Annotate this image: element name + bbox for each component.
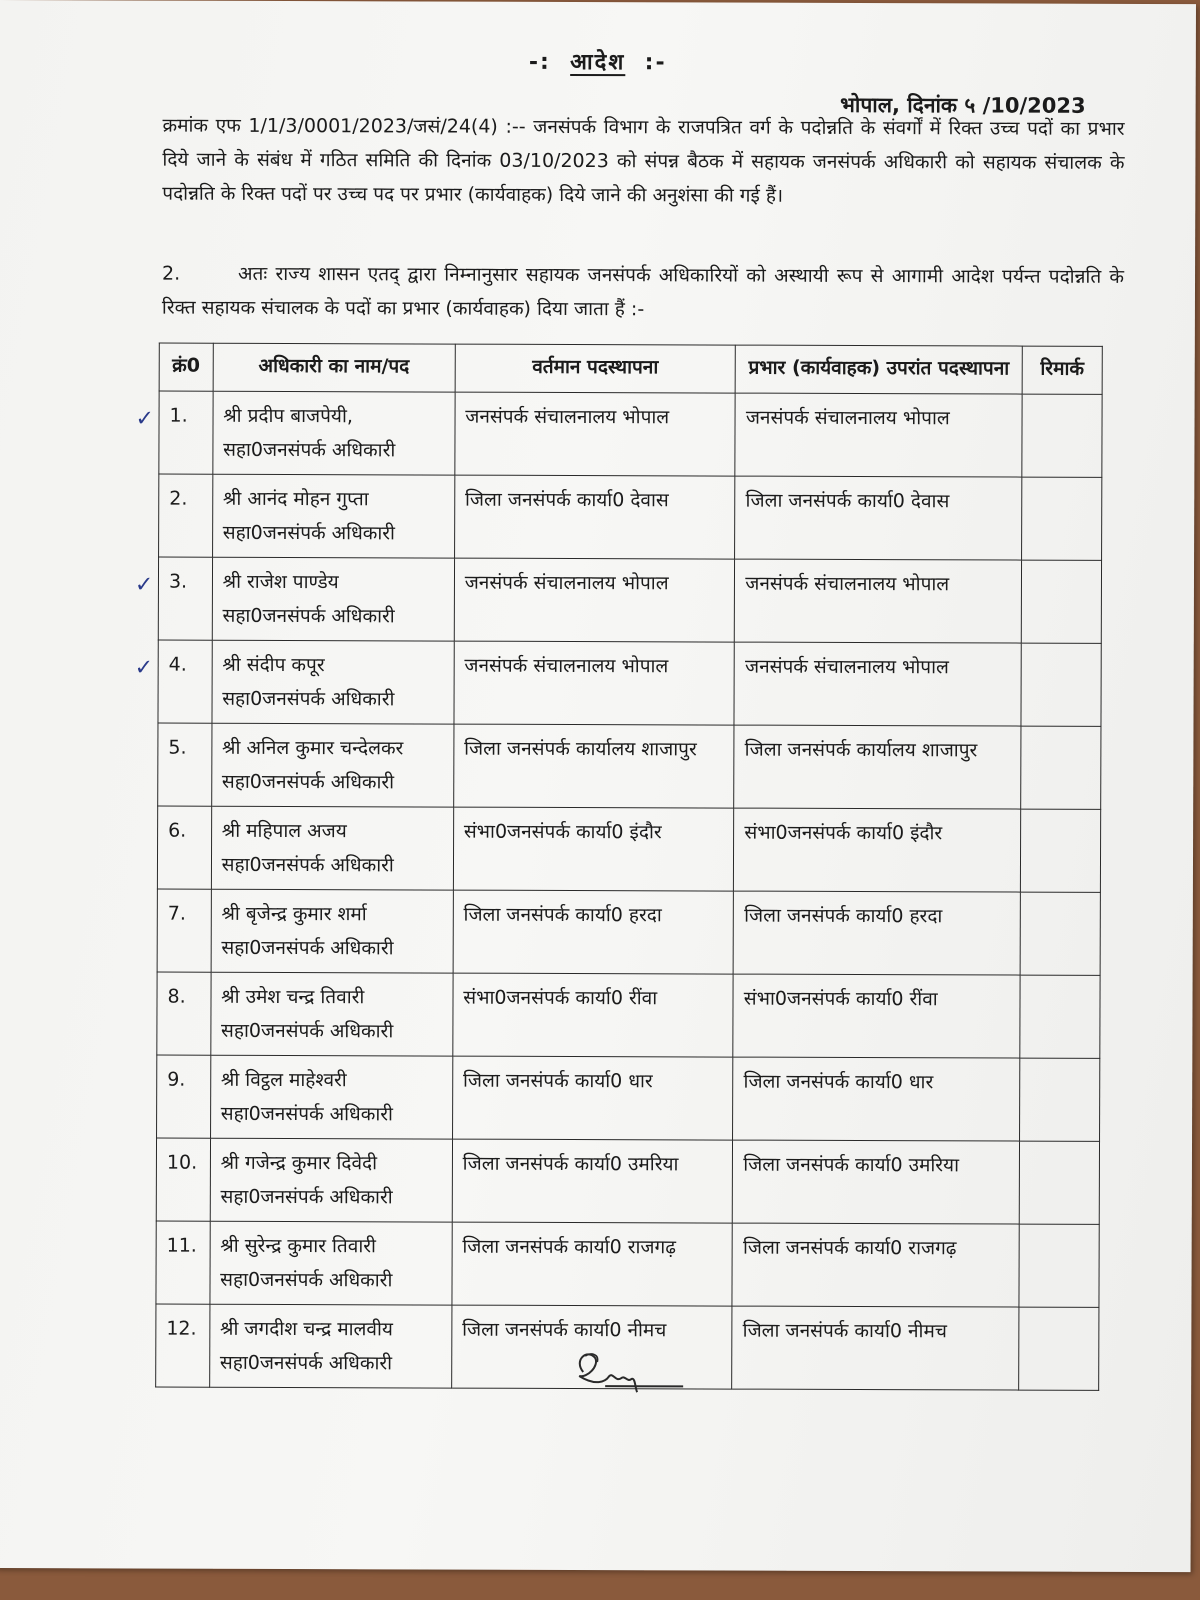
officer-name: श्री प्रदीप बाजपेयी, (223, 404, 353, 428)
officer-post: सहा0जनसंपर्क अधिकारी (220, 1102, 394, 1126)
officer-post: सहा0जनसंपर्क अधिकारी (219, 1351, 393, 1375)
table-header-row (159, 343, 1102, 394)
serial-wrap (167, 1146, 197, 1180)
table-row (159, 391, 1102, 477)
paragraph-2-number: 2. (162, 262, 181, 285)
officers-table (134, 343, 1103, 1391)
officer-name: श्री आनंद मोहन गुप्ता (222, 487, 369, 511)
serial-number: 5. (168, 736, 187, 759)
order-heading (0, 44, 1196, 78)
table-row (157, 1055, 1100, 1141)
cell-posting-after-charge: संभा0जनसंपर्क कार्या0 इंदौर (734, 808, 1021, 892)
cell-officer (210, 1221, 452, 1305)
table-row (158, 640, 1101, 726)
cell-officer (209, 1304, 451, 1388)
officer-post: सहा0जनसंपर्क अधिकारी (221, 936, 394, 960)
cell-serial (157, 889, 211, 972)
cell-serial (157, 972, 211, 1055)
officer-name: श्री उमेश चन्द्र तिवारी (221, 985, 365, 1009)
header-serial: क्रं0 (159, 343, 213, 391)
cell-posting-after-charge: जिला जनसंपर्क कार्या0 धार (733, 1057, 1020, 1141)
officer-name: श्री सुरेन्द्र कुमार तिवारी (220, 1234, 377, 1258)
header-posting-after-charge: प्रभार (कार्यवाहक) उपरांत पदस्थापना (735, 345, 1022, 394)
serial-wrap (168, 897, 186, 931)
cell-officer (210, 1138, 452, 1222)
serial-number: 9. (167, 1068, 186, 1091)
cell-remark (1020, 809, 1100, 892)
cell-serial (156, 1304, 210, 1387)
serial-wrap (167, 980, 185, 1014)
cell-current-posting: जिला जनसंपर्क कार्या0 धार (452, 1056, 733, 1140)
cell-officer (210, 972, 452, 1056)
serial-number: 10. (166, 1151, 198, 1174)
serial-number: 2. (169, 487, 188, 510)
serial-wrap (169, 482, 187, 516)
cell-serial (156, 1138, 210, 1221)
header-officer-name: अधिकारी का नाम/पद (213, 343, 455, 392)
cell-officer (212, 640, 454, 724)
officer-name: श्री अनिल कुमार चन्देलकर (222, 736, 404, 760)
paragraph-2-text: अतः राज्य शासन एतद् द्वारा निम्नानुसार सहायक जनसंपर्क अधिकारियों को अस्थायी रूप से आगामी आदेश पर्यन्त पदोन्नति के रिक्त सहायक संचालक के पदों का प्रभार (कार्यवाहक) दिया जाता हैं :- (161, 262, 1125, 321)
cell-posting-after-charge: जिला जनसंपर्क कार्या0 देवास (735, 476, 1022, 560)
heading-title: आदेश (570, 49, 626, 76)
cell-remark (1021, 560, 1101, 643)
cell-current-posting: जिला जनसंपर्क कार्या0 नीमच (451, 1305, 732, 1389)
header-remark: रिमार्क (1022, 346, 1102, 394)
serial-number: 7. (167, 902, 186, 925)
cell-remark (1019, 1224, 1099, 1307)
paragraph-2 (162, 257, 1124, 328)
officer-name: श्री महिपाल अजय (221, 819, 347, 843)
heading-right-mark: :- (644, 50, 667, 76)
cell-current-posting: संभा0जनसंपर्क कार्या0 इंदौर (453, 807, 734, 891)
cell-serial (158, 723, 212, 806)
table-row (159, 474, 1102, 560)
serial-wrap (168, 731, 186, 765)
officer-name: श्री जगदीश चन्द्र मालवीय (219, 1317, 393, 1341)
cell-current-posting: जिला जनसंपर्क कार्या0 उमरिया (452, 1139, 733, 1223)
serial-wrap (166, 1312, 196, 1346)
officer-post: सहा0जनसंपर्क अधिकारी (222, 604, 395, 628)
officer-post: सहा0जनसंपर्क अधिकारी (222, 521, 396, 545)
cell-remark (1019, 1307, 1099, 1390)
serial-number: 4. (168, 653, 187, 676)
cell-serial (135, 391, 213, 474)
cell-remark (1022, 477, 1102, 560)
officer-name: श्री बृजेन्द्र कुमार शर्मा (221, 902, 367, 926)
officer-post: सहा0जनसंपर्क अधिकारी (223, 438, 396, 462)
cell-serial (134, 557, 212, 640)
header-current-posting: वर्तमान पदस्थापना (455, 344, 736, 393)
cell-remark (1019, 1141, 1099, 1224)
cell-posting-after-charge: जिला जनसंपर्क कार्या0 हरदा (733, 891, 1020, 975)
officer-name: श्री गजेन्द्र कुमार दिवेदी (220, 1151, 378, 1175)
serial-wrap (167, 1063, 185, 1097)
cell-remark (1020, 975, 1100, 1058)
cell-remark (1019, 1058, 1099, 1141)
table-row (157, 889, 1100, 975)
table-row (156, 1138, 1099, 1224)
cell-current-posting: संभा0जनसंपर्क कार्या0 रींवा (453, 973, 734, 1057)
cell-officer (211, 723, 453, 807)
cell-posting-after-charge: जिला जनसंपर्क कार्यालय शाजापुर (734, 725, 1021, 809)
officer-name: श्री राजेश पाण्डेय (222, 570, 339, 594)
serial-wrap (135, 399, 188, 433)
serial-wrap (134, 565, 188, 599)
cell-officer (212, 557, 454, 641)
table-row (157, 972, 1100, 1058)
officer-post: सहा0जनसंपर्क अधिकारी (220, 1268, 393, 1292)
cell-current-posting: जिला जनसंपर्क कार्या0 राजगढ़ (452, 1222, 733, 1306)
cell-remark (1020, 892, 1100, 975)
paragraph-1: क्रमांक एफ 1/1/3/0001/2023/जसं/24(4) :-- जनसंपर्क विभाग के राजपत्रित वर्ग के पदोन्नति के संवर्गों में रिक्त उच्च पदों का प्रभार दिये जाने के संबंध में गठित समिति की दिनांक 03/10/2023 को संपन्न बैठक में सहायक जनसंपर्क अधिकारी को सहायक संचालक के पदोन्नति के रिक्त पदों पर उच्च पद पर प्रभार (कार्यवाहक) दिये जाने की अनुशंसा की गई हैं। (162, 114, 1125, 207)
cell-current-posting: जनसंपर्क संचालनालय भोपाल (454, 641, 735, 725)
table-row (158, 723, 1101, 809)
cell-officer (212, 474, 454, 558)
officer-name: श्री विट्ठल माहेश्वरी (220, 1068, 347, 1092)
cell-serial (156, 1221, 210, 1304)
officer-post: सहा0जनसंपर्क अधिकारी (221, 1019, 394, 1043)
cell-posting-after-charge: जिला जनसंपर्क कार्या0 नीमच (732, 1306, 1019, 1390)
check-mark-icon: ✓ (135, 406, 155, 432)
cell-posting-after-charge: जनसंपर्क संचालनालय भोपाल (734, 642, 1021, 726)
cell-posting-after-charge: जिला जनसंपर्क कार्या0 उमरिया (733, 1140, 1020, 1224)
serial-number: 11. (166, 1234, 197, 1257)
cell-officer (211, 889, 453, 973)
cell-serial (134, 640, 212, 723)
cell-officer (211, 806, 453, 890)
serial-number: 3. (168, 570, 188, 593)
signature (565, 1342, 685, 1402)
cell-serial (159, 474, 213, 557)
check-mark-icon: ✓ (134, 655, 154, 681)
serial-wrap (167, 1229, 197, 1263)
cell-serial (157, 1055, 211, 1138)
cell-officer (210, 1055, 452, 1139)
officer-post: सहा0जनसंपर्क अधिकारी (220, 1185, 393, 1209)
cell-officer (213, 391, 455, 475)
cell-serial (157, 806, 211, 889)
officer-name: श्री संदीप कपूर (222, 653, 325, 677)
cell-current-posting: जिला जनसंपर्क कार्या0 हरदा (453, 890, 734, 974)
cell-current-posting: जनसंपर्क संचालनालय भोपाल (455, 392, 736, 476)
cell-posting-after-charge: जनसंपर्क संचालनालय भोपाल (735, 393, 1022, 477)
cell-remark (1021, 726, 1101, 809)
serial-number: 6. (168, 819, 187, 842)
table-row (156, 1221, 1099, 1307)
serial-wrap (134, 648, 187, 682)
serial-number: 1. (169, 404, 188, 427)
cell-posting-after-charge: जनसंपर्क संचालनालय भोपाल (735, 559, 1022, 643)
table-row (158, 557, 1101, 643)
serial-number: 12. (166, 1317, 197, 1340)
cell-remark (1021, 643, 1101, 726)
officer-post: सहा0जनसंपर्क अधिकारी (222, 687, 395, 711)
check-mark-icon: ✓ (134, 572, 154, 598)
order-dateline: भोपाल, दिनांक ५ /10/2023 (840, 92, 1086, 118)
cell-current-posting: जनसंपर्क संचालनालय भोपाल (454, 558, 735, 642)
cell-current-posting: जिला जनसंपर्क कार्या0 देवास (454, 475, 735, 559)
serial-wrap (168, 814, 186, 848)
officer-post: सहा0जनसंपर्क अधिकारी (221, 853, 394, 877)
serial-number: 8. (167, 985, 186, 1008)
cell-remark (1022, 394, 1102, 477)
cell-posting-after-charge: जिला जनसंपर्क कार्या0 राजगढ़ (732, 1223, 1019, 1307)
cell-posting-after-charge: संभा0जनसंपर्क कार्या0 रींवा (733, 974, 1020, 1058)
table-row (157, 806, 1100, 892)
cell-current-posting: जिला जनसंपर्क कार्यालय शाजापुर (453, 724, 734, 808)
heading-left-mark: -: (528, 49, 551, 75)
officer-post: सहा0जनसंपर्क अधिकारी (221, 770, 395, 794)
